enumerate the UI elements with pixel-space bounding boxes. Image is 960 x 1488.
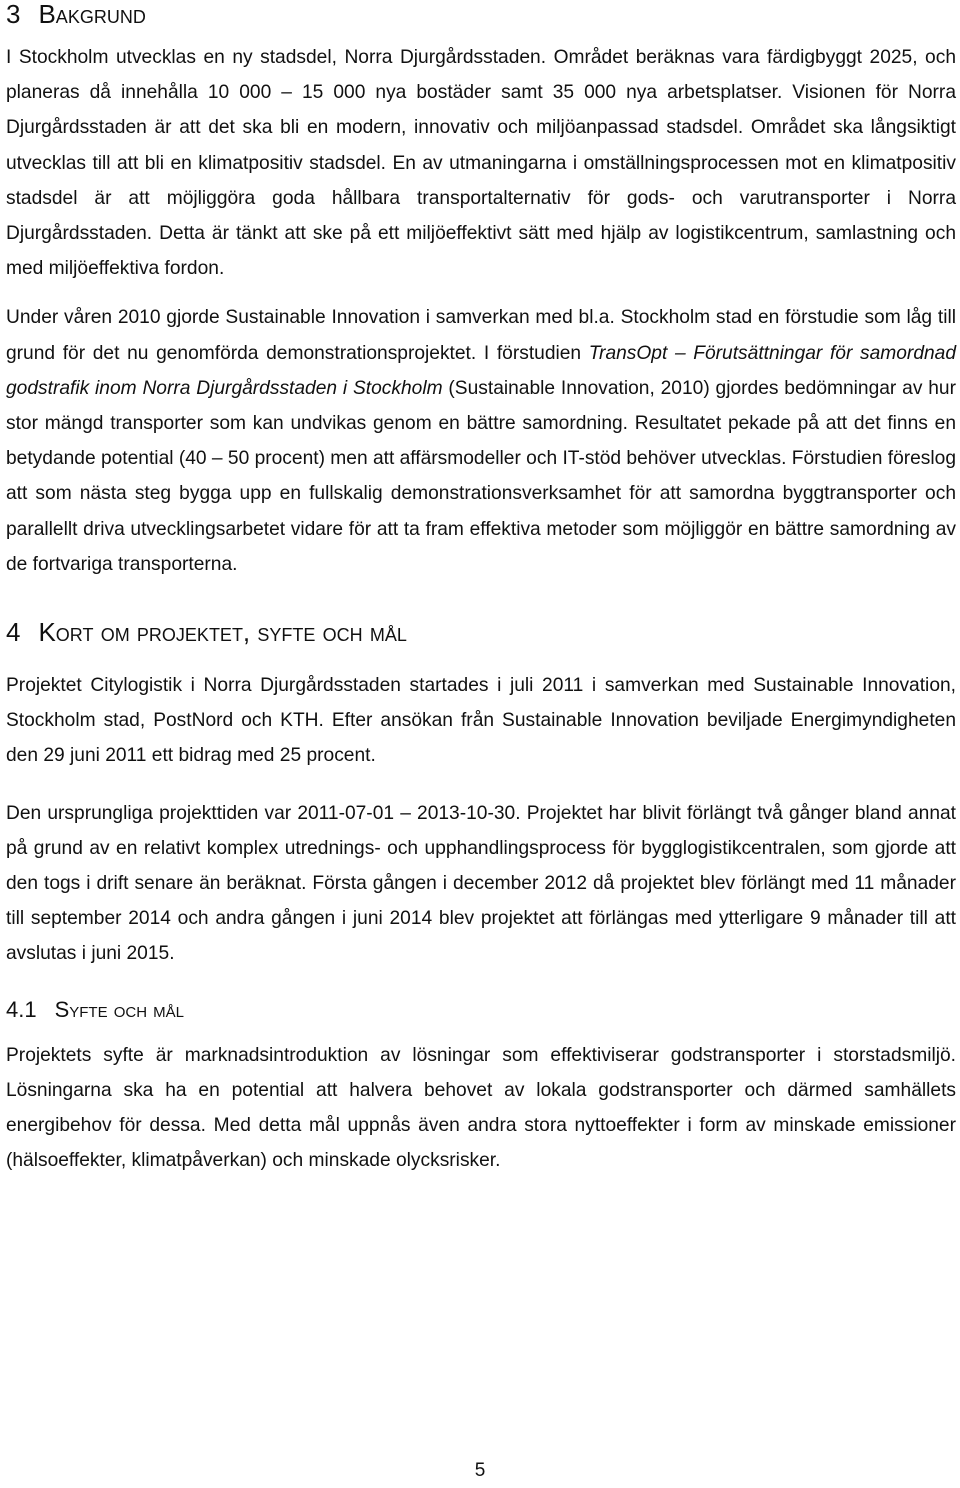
section-title: Kort om projektet, syfte och mål <box>38 617 407 648</box>
paragraph: Projektet Citylogistik i Norra Djurgårdsstaden startades i juli 2011 i samverkan med Sustainable Innovation, Stockholm stad, PostNord och KTH. Efter ansökan från Sustainable Innovation beviljade Energimyndigheten den 29 juni 2011 ett bidrag med 25 procent. <box>6 675 956 767</box>
paragraph: I Stockholm utvecklas en ny stadsdel, Norra Djurgårdsstaden. Området beräknas vara färdigbyggt 2025, och planeras då innehålla 10 000 – 15 000 nya bostäder samt 35 000 nya arbetsplatser. Visionen för Norra Djurgårdsstaden är att det ska bli en modern, innovativ och miljöanpassad stadsdel. Området ska långsiktigt utvecklas till att bli en klimatpositiv stadsdel. En av utmaningarna i omställningsprocessen mot en klimatpositiv stadsdel är att möjliggöra goda hållbara transportalternativ för gods- och varutransporter i Norra Djurgårdsstaden. Detta är tänkt att ske på ett miljöeffektivt sätt med hjälp av logistikcentrum, samlastning och med miljöeffektiva fordon. <box>6 47 956 280</box>
section-3-heading <box>6 0 956 28</box>
page-content <box>6 0 956 1178</box>
paragraph-text: Under våren 2010 gjorde Sustainable Innovation i samverkan med bl.a. Stockholm stad en förstudie som låg till grund för det nu genomförda demonstrationsprojektet. I förstudien <box>6 307 956 364</box>
study-title: TransOpt – Förutsättningar för samordnad godstrafik inom Norra Djurgårdsstaden i Stockholm <box>6 342 957 399</box>
paragraph: Den ursprungliga projekttiden var 2011-07-01 – 2013-10-30. Projektet har blivit förlängt två gånger bland annat på grund av en relativt komplex utrednings- och upphandlingsprocess för bygglogistikcentralen, som gjorde att den togs i drift senare än beräknat. Första gången i december 2012 då projektet blev förlängt med 11 månader till september 2014 och andra gången i juni 2014 blev projektet att förlängas med ytterligare 9 månader till att avslutas i juni 2015. <box>6 802 956 965</box>
section-4-heading <box>6 616 956 648</box>
page-number: 5 <box>474 1460 486 1481</box>
paragraph <box>6 300 956 582</box>
section-title: Syfte och mål <box>54 996 185 1022</box>
paragraph-text: (Sustainable Innovation, 2010) gjordes bedömningar av hur stor mängd transporter som kan undvikas genom en bättre samordning. Resultatet pekade på att det finns en betydande potential (40 – 50 procent) men att affärsmodeller och IT-stöd behöver utvecklas. Förstudien föreslog att som nästa steg bygga upp en fullskalig demonstrationsverksamhet för att samordna byggtransporter och parallellt driva utvecklingsarbetet vidare för att ta fram effektiva metoder som möjliggör en bättre samordning av de fortvariga transporterna. <box>6 377 956 575</box>
section-number: 4 <box>6 617 21 648</box>
section-4-1-heading <box>6 996 956 1024</box>
section-title: Bakgrund <box>38 0 146 29</box>
paragraph: Projektets syfte är marknadsintroduktion av lösningar som effektiviserar godstransporter i storstadsmiljö. Lösningarna ska ha en potential att halvera behovet av lokala godstransporter och därmed samhällets energibehov för dessa. Med detta mål uppnås även andra stora nyttoeffekter i form av minskade emissioner (hälsoeffekter, klimatpåverkan) och minskade olycksrisker. <box>6 1044 956 1172</box>
section-number: 3 <box>6 0 21 29</box>
section-number: 4.1 <box>6 996 37 1022</box>
